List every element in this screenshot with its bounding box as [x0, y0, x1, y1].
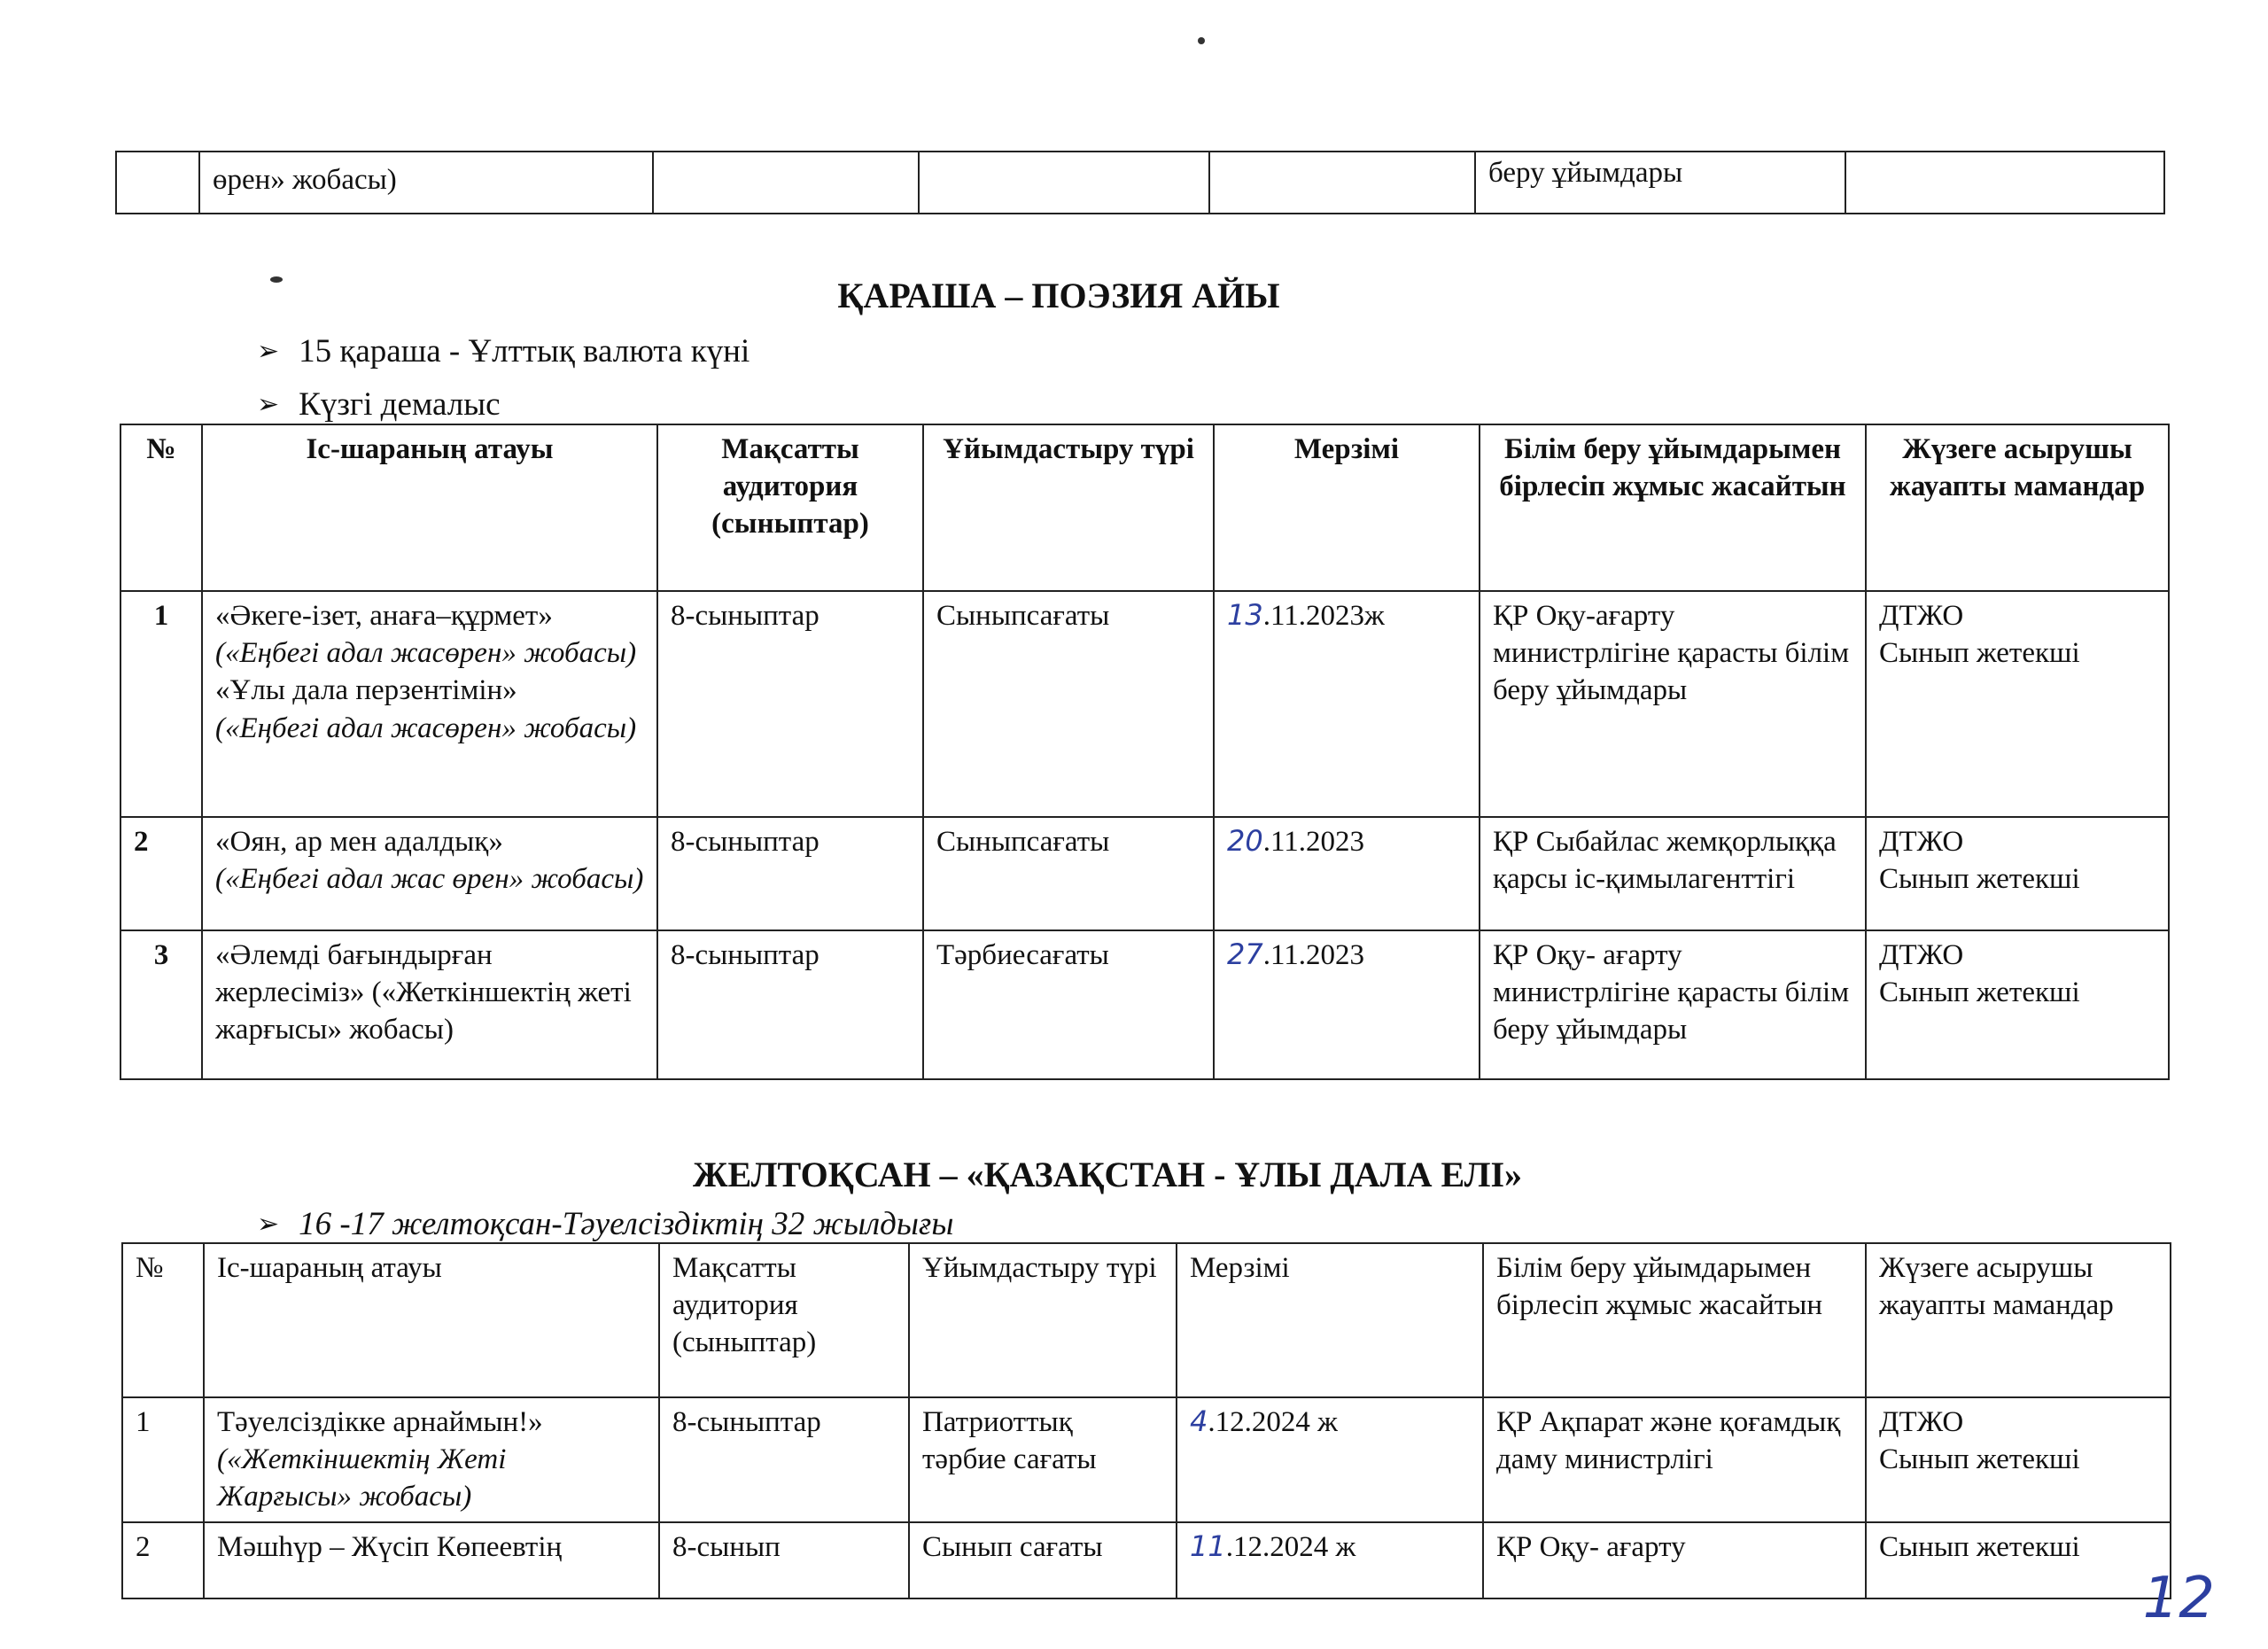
- event-name: «Әкеге-ізет, анаға–құрмет» («Еңбегі адал жасөрен» жобасы) «Ұлы дала перзентімін» («Еңбегі адал жасөрен» жобасы): [202, 591, 657, 817]
- event-name: Мәшһүр – Жүсіп Көпеевтің: [204, 1522, 659, 1598]
- form: Сыныпсағаты: [923, 591, 1214, 817]
- date: 4.12.2024 ж: [1177, 1397, 1483, 1522]
- cell: [1209, 152, 1475, 214]
- partner: ҚР Оқу-ағарту министрлігіне қарасты білім беру ұйымдары: [1480, 591, 1866, 817]
- partner: ҚР Оқу- ағарту: [1483, 1522, 1866, 1598]
- date: 11.12.2024 ж: [1177, 1522, 1483, 1598]
- responsible: ДТЖО Сынып жетекші: [1866, 817, 2169, 930]
- form: Тәрбиесағаты: [923, 930, 1214, 1079]
- responsible: ДТЖО Сынып жетекші: [1866, 930, 2169, 1079]
- header-partner: Білім беру ұйымдарымен бірлесіп жұмыс жасайтын: [1483, 1243, 1866, 1397]
- audience: 8-сынып: [659, 1522, 909, 1598]
- header-date: Мерзімі: [1177, 1243, 1483, 1397]
- november-title: ҚАРАША – ПОЭЗИЯ АЙЫ: [837, 276, 1280, 315]
- arrow-bullet-icon: ➢: [257, 389, 280, 420]
- december-title: ЖЕЛТОҚСАН – «ҚАЗАҚСТАН - ҰЛЫ ДАЛА ЕЛІ»: [692, 1155, 1523, 1194]
- audience: 8-сыныптар: [657, 591, 923, 817]
- date: 20.11.2023: [1214, 817, 1480, 930]
- table-row: [120, 591, 2169, 817]
- header-no: №: [120, 424, 202, 591]
- header-partner: Білім беру ұйымдарымен бірлесіп жұмыс жасайтын: [1480, 424, 1866, 591]
- date: 27.11.2023: [1214, 930, 1480, 1079]
- form: Патриоттық тәрбие сағаты: [909, 1397, 1177, 1522]
- page-number: 12: [2142, 1566, 2215, 1631]
- event-name: «Әлемді бағындырған жерлесіміз» («Жеткіншектің жеті жарғысы» жобасы): [202, 930, 657, 1079]
- header-audience: Мақсатты аудитория (сыныптар): [657, 424, 923, 591]
- table-row: [120, 817, 2169, 930]
- header-no: №: [122, 1243, 204, 1397]
- table-row: [120, 930, 2169, 1079]
- header-responsible: Жүзеге асырушы жауапты мамандар: [1866, 1243, 2171, 1397]
- handwritten-day: 11: [1190, 1528, 1226, 1563]
- december-table: [121, 1242, 2171, 1599]
- date: 13.11.2023ж: [1214, 591, 1480, 817]
- scan-speck: [1198, 37, 1205, 44]
- handwritten-day: 27: [1227, 937, 1263, 971]
- handwritten-day: 13: [1227, 598, 1263, 632]
- top-fragment-table: [115, 151, 2165, 214]
- table-row: [122, 1397, 2171, 1522]
- audience: 8-сыныптар: [657, 817, 923, 930]
- row-number: 1: [120, 591, 202, 817]
- header-audience: Мақсатты аудитория (сыныптар): [659, 1243, 909, 1397]
- row-number: 3: [120, 930, 202, 1079]
- handwritten-day: 4: [1190, 1404, 1208, 1438]
- event-name: «Оян, ар мен адалдық» («Еңбегі адал жас өрен» жобасы): [202, 817, 657, 930]
- header-form: Ұйымдастыру түрі: [909, 1243, 1177, 1397]
- header-date: Мерзімі: [1214, 424, 1480, 591]
- event-name: Тәуелсіздікке арнаймын!» («Жеткіншектің Жеті Жарғысы» жобасы): [204, 1397, 659, 1522]
- handwritten-day: 20: [1227, 824, 1263, 858]
- november-table: [120, 424, 2170, 1080]
- row-number: 1: [122, 1397, 204, 1522]
- cell: [1845, 152, 2164, 214]
- header-name: Іс-шараның атауы: [204, 1243, 659, 1397]
- partner: ҚР Оқу- ағарту министрлігіне қарасты білім беру ұйымдары: [1480, 930, 1866, 1079]
- responsible: ДТЖО Сынып жетекші: [1866, 1397, 2171, 1522]
- table-row: [122, 1522, 2171, 1598]
- form: Сынып сағаты: [909, 1522, 1177, 1598]
- bullet-item: ➢ 16 -17 желтоқсан-Тәуелсіздіктің 32 жылдығы: [257, 1206, 954, 1242]
- bullet-item: ➢ 15 қараша - Ұлттық валюта күні: [257, 333, 750, 369]
- partner: ҚР Сыбайлас жемқорлыққа қарсы іс-қимылагенттігі: [1480, 817, 1866, 930]
- header-form: Ұйымдастыру түрі: [923, 424, 1214, 591]
- header-responsible: Жүзеге асырушы жауапты мамандар: [1866, 424, 2169, 591]
- audience: 8-сыныптар: [657, 930, 923, 1079]
- cell: [653, 152, 919, 214]
- cell: өрен» жобасы): [199, 152, 653, 214]
- row-number: 2: [120, 817, 202, 930]
- bullet-item: ➢ Күзгі демалыс: [257, 386, 501, 423]
- form: Сыныпсағаты: [923, 817, 1214, 930]
- cell: беру ұйымдары: [1475, 152, 1845, 214]
- partner: ҚР Ақпарат және қоғамдық даму министрлігі: [1483, 1397, 1866, 1522]
- cell: [919, 152, 1209, 214]
- row-number: 2: [122, 1522, 204, 1598]
- responsible: ДТЖО Сынып жетекші: [1866, 591, 2169, 817]
- arrow-bullet-icon: ➢: [257, 336, 280, 367]
- arrow-bullet-icon: ➢: [257, 1209, 280, 1240]
- responsible: Сынып жетекші: [1866, 1522, 2171, 1598]
- audience: 8-сыныптар: [659, 1397, 909, 1522]
- header-name: Іс-шараның атауы: [202, 424, 657, 591]
- cell: [116, 152, 199, 214]
